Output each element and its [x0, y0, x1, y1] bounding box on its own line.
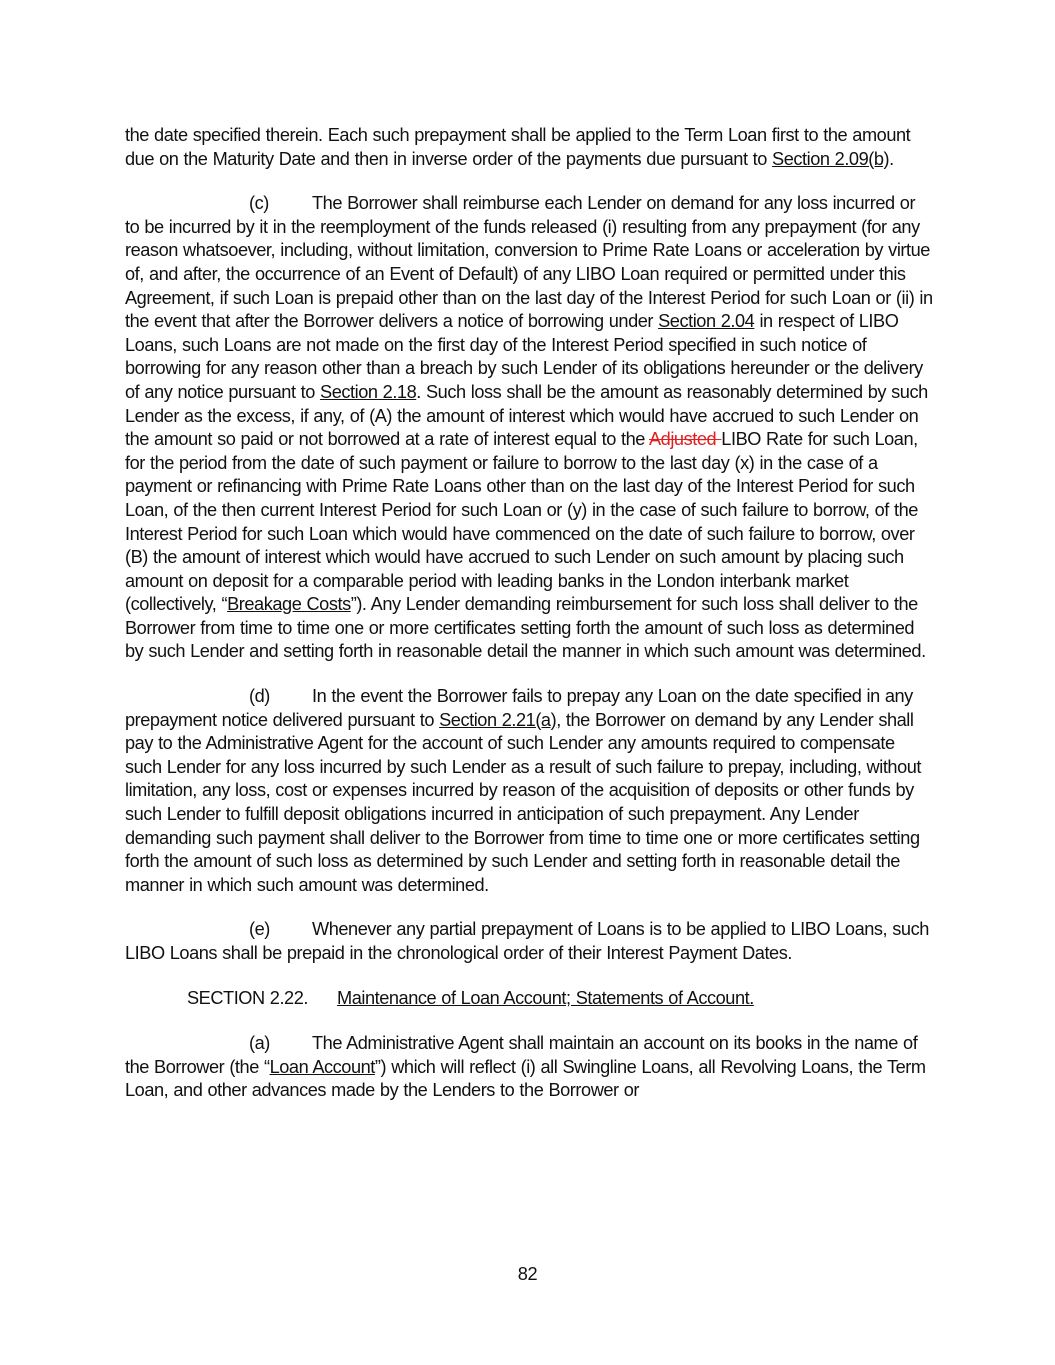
paragraph-c-text-5: ”). Any Lender demanding reimbursement for such loss shall deliver to the Borrower from time to time one or more certificates setting forth the amount of such loss as determined by such Lender and setting forth in reasonable detail the manner in which such amount was determined. [125, 594, 926, 662]
defined-term-loan-account: Loan Account [269, 1056, 375, 1077]
paragraph-c [125, 192, 933, 664]
paragraph-a-text-2: ”) which will reflect (i) all Swingline Loans, all Revolving Loans, the Term Loan, and other advances made by the Lenders to the Borrower or [125, 1056, 926, 1101]
paragraph-a [125, 1032, 933, 1103]
page-number: 82 [517, 1264, 538, 1284]
document-page [125, 124, 933, 1124]
intro-text: the date specified therein. Each such prepayment shall be applied to the Term Loan first to the amount due on the Maturity Date and then in inverse order of the payments due pursuant to [125, 125, 911, 169]
paragraph-e-text: Whenever any partial prepayment of Loans is to be applied to LIBO Loans, such LIBO Loans shall be prepaid in the chronological order of their Interest Payment Dates. [125, 919, 929, 963]
paragraph-c-text-4: LIBO Rate for such Loan, for the period from the date of such payment or failure to borrow to the last day (x) in the case of a payment or refinancing with Prime Rate Loans other than on the last day of the Interest Period for such Loan, of the then current Interest Period for such Loan or (y) in the case of such failure to borrow, of the Interest Period for such Loan which would have commenced on the date of such failure to borrow, over (B) the amount of interest which would have accrued to such Lender on such amount by placing such amount on deposit for a comparable period with leading banks in the London interbank market (collectively, “ [125, 429, 918, 615]
paragraph-e-label: (e) [249, 919, 270, 940]
paragraph-d-label: (d) [249, 686, 270, 707]
paragraph-c-text-1: The Borrower shall reimburse each Lender on demand for any loss incurred or to be incurred by it in the reemployment of the funds released (i) resulting from any prepayment (for any reason whatsoever, including, without limitation, conversion to Prime Rate Loans or acceleration by virtue of, and after, the occurrence of an Event of Default) of any LIBO Loan required or permitted under this Agreement, if such Loan is prepaid other than on the last day of the Interest Period for such Loan or (ii) in the event that after the Borrower delivers a notice of borrowing under [125, 193, 933, 332]
section-2-21a-reference: Section 2.21(a) [439, 709, 557, 730]
section-title: Maintenance of Loan Account; Statements of Account. [337, 987, 754, 1008]
paragraph-intro [125, 124, 933, 171]
section-2-18-reference: Section 2.18 [320, 381, 417, 402]
paragraph-a-label: (a) [249, 1033, 270, 1054]
paragraph-d-text-2: , the Borrower on demand by any Lender shall pay to the Administrative Agent for the account of such Lender any amounts required to compensate such Lender for any loss incurred by such Lender as a result of such failure to prepay, including, without limitation, any loss, cost or expenses incurred by reason of the acquisition of deposits or other funds by such Lender to fulfill deposit obligations incurred in anticipation of such prepayment. Any Lender demanding such payment shall deliver to the Borrower from time to time one or more certificates setting forth the amount of such loss as determined by such Lender and setting forth in reasonable detail the manner in which such amount was determined. [125, 709, 922, 895]
paragraph-c-text-2: in respect of LIBO Loans, such Loans are not made on the first day of the Interest Period specified in such notice of borrowing for any reason other than a breach by such Lender of its obligations hereunder or the delivery of any notice pursuant to [125, 311, 923, 402]
section-2-04-reference: Section 2.04 [658, 311, 755, 332]
intro-end: . [889, 148, 894, 169]
paragraph-d-text-1: In the event the Borrower fails to prepay any Loan on the date specified in any prepayment notice delivered pursuant to [125, 686, 913, 730]
section-heading [187, 987, 933, 1011]
paragraph-e [125, 918, 933, 965]
section-number: SECTION 2.22. [187, 987, 308, 1008]
paragraph-a-text-1: The Administrative Agent shall maintain an account on its books in the name of the Borrower (the “ [125, 1033, 918, 1077]
defined-term-breakage-costs: Breakage Costs [227, 594, 351, 615]
paragraph-c-text-3: . Such loss shall be the amount as reasonably determined by such Lender as the excess, if any, of (A) the amount of interest which would have accrued to such Lender on the amount so paid or not borrowed at a rate of interest equal to the [125, 381, 928, 450]
paragraph-c-label: (c) [249, 193, 269, 214]
section-2-09b-reference: Section 2.09(b) [772, 148, 890, 169]
paragraph-d [125, 685, 933, 897]
deleted-word-adjusted: Adjusted [649, 429, 722, 450]
